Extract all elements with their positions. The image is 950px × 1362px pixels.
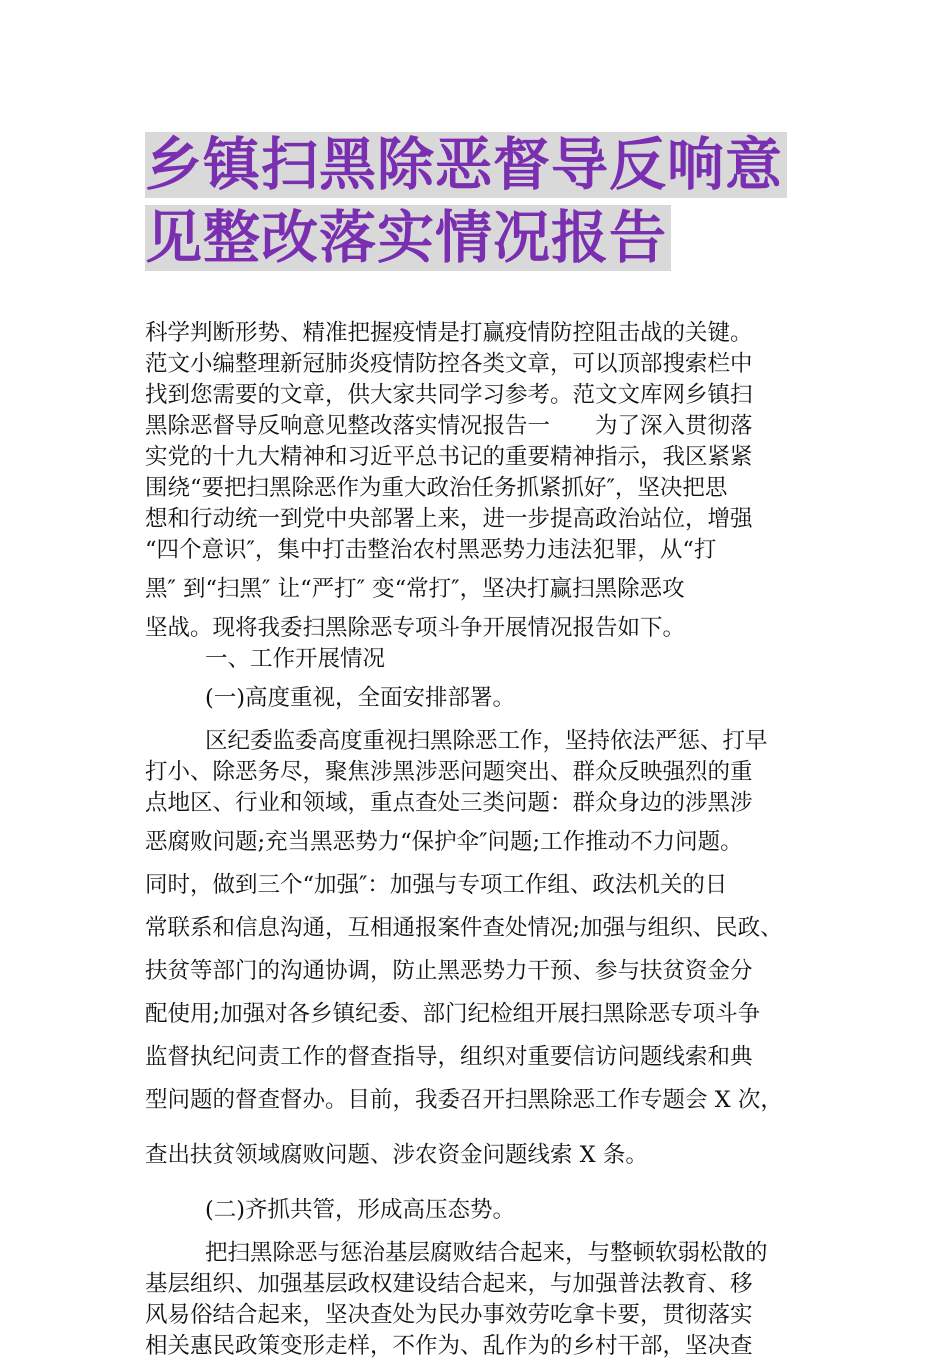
body-line: 想和行动统一到党中央部署上来，进一步提高政治站位，增强 (145, 506, 753, 532)
body-line: 扶贫等部门的沟通协调，防止黑恶势力干预、参与扶贫资金分 (145, 958, 753, 984)
body-line: 点地区、行业和领域，重点查处三类问题：群众身边的涉黑涉 (145, 790, 753, 816)
section-heading: 一、工作开展情况 (205, 646, 386, 672)
body-line: 型问题的督查督办。目前，我委召开扫黑除恶工作专题会 X 次， (145, 1087, 783, 1113)
body-line: 风易俗结合起来，坚决查处为民办事效劳吃拿卡要，贯彻落实 (145, 1302, 753, 1328)
body-line: 实党的十九大精神和习近平总书记的重要精神指示，我区紧紧 (145, 444, 753, 470)
body-line: 区纪委监委高度重视扫黑除恶工作，坚持依法严惩、打早 (205, 728, 768, 754)
body-line: 查出扶贫领域腐败问题、涉农资金问题线索 X 条。 (145, 1142, 648, 1168)
body-line: 坚战。现将我委扫黑除恶专项斗争开展情况报告如下。 (145, 615, 686, 641)
body-line: 恶腐败问题;充当黑恶势力“保护伞″问题;工作推动不力问题。 (145, 829, 743, 855)
body-line: 科学判断形势、精准把握疫情是打赢疫情防控阻击战的关键。 (145, 320, 753, 346)
title-line-2: 见整改落实情况报告 (145, 205, 671, 271)
body-line: 把扫黑除恶与惩治基层腐败结合起来，与整顿软弱松散的 (205, 1240, 768, 1266)
body-line: 配使用;加强对各乡镇纪委、部门纪检组开展扫黑除恶专项斗争 (145, 1001, 761, 1027)
body-line: 黑″ 到“扫黑″ 让“严打″ 变“常打″，坚决打赢扫黑除恶攻 (145, 576, 685, 602)
body-line: 监督执纪问责工作的督查指导，组织对重要信访问题线索和典 (145, 1044, 753, 1070)
document-body (145, 318, 835, 1362)
body-line: 相关惠民政策变形走样，不作为、乱作为的乡村干部，坚决查 (145, 1333, 753, 1359)
body-line: 范文小编整理新冠肺炎疫情防控各类文章，可以顶部搜索栏中 (145, 351, 753, 377)
document-title (145, 132, 845, 278)
body-line: 找到您需要的文章，供大家共同学习参考。范文文库网乡镇扫 (145, 382, 753, 408)
body-line: 基层组织、加强基层政权建设结合起来，与加强普法教育、移 (145, 1271, 753, 1297)
body-line: 常联系和信息沟通，互相通报案件查处情况;加强与组织、民政、 (145, 915, 783, 941)
body-line: 同时，做到三个“加强″：加强与专项工作组、政法机关的日 (145, 872, 728, 898)
body-line: 黑除恶督导反响意见整改落实情况报告一 为了深入贯彻落 (145, 413, 753, 439)
subsection-heading: (二)齐抓共管，形成高压态势。 (205, 1197, 516, 1223)
body-line: 打小、除恶务尽，聚焦涉黑涉恶问题突出、群众反映强烈的重 (145, 759, 753, 785)
subsection-heading: (一)高度重视，全面安排部署。 (205, 685, 516, 711)
body-line: 围绕“要把扫黑除恶作为重大政治任务抓紧抓好″，坚决把思 (145, 475, 728, 501)
body-line: “四个意识″，集中打击整治农村黑恶势力违法犯罪，从“打 (145, 537, 717, 563)
title-line-1: 乡镇扫黑除恶督导反响意 (145, 132, 787, 198)
